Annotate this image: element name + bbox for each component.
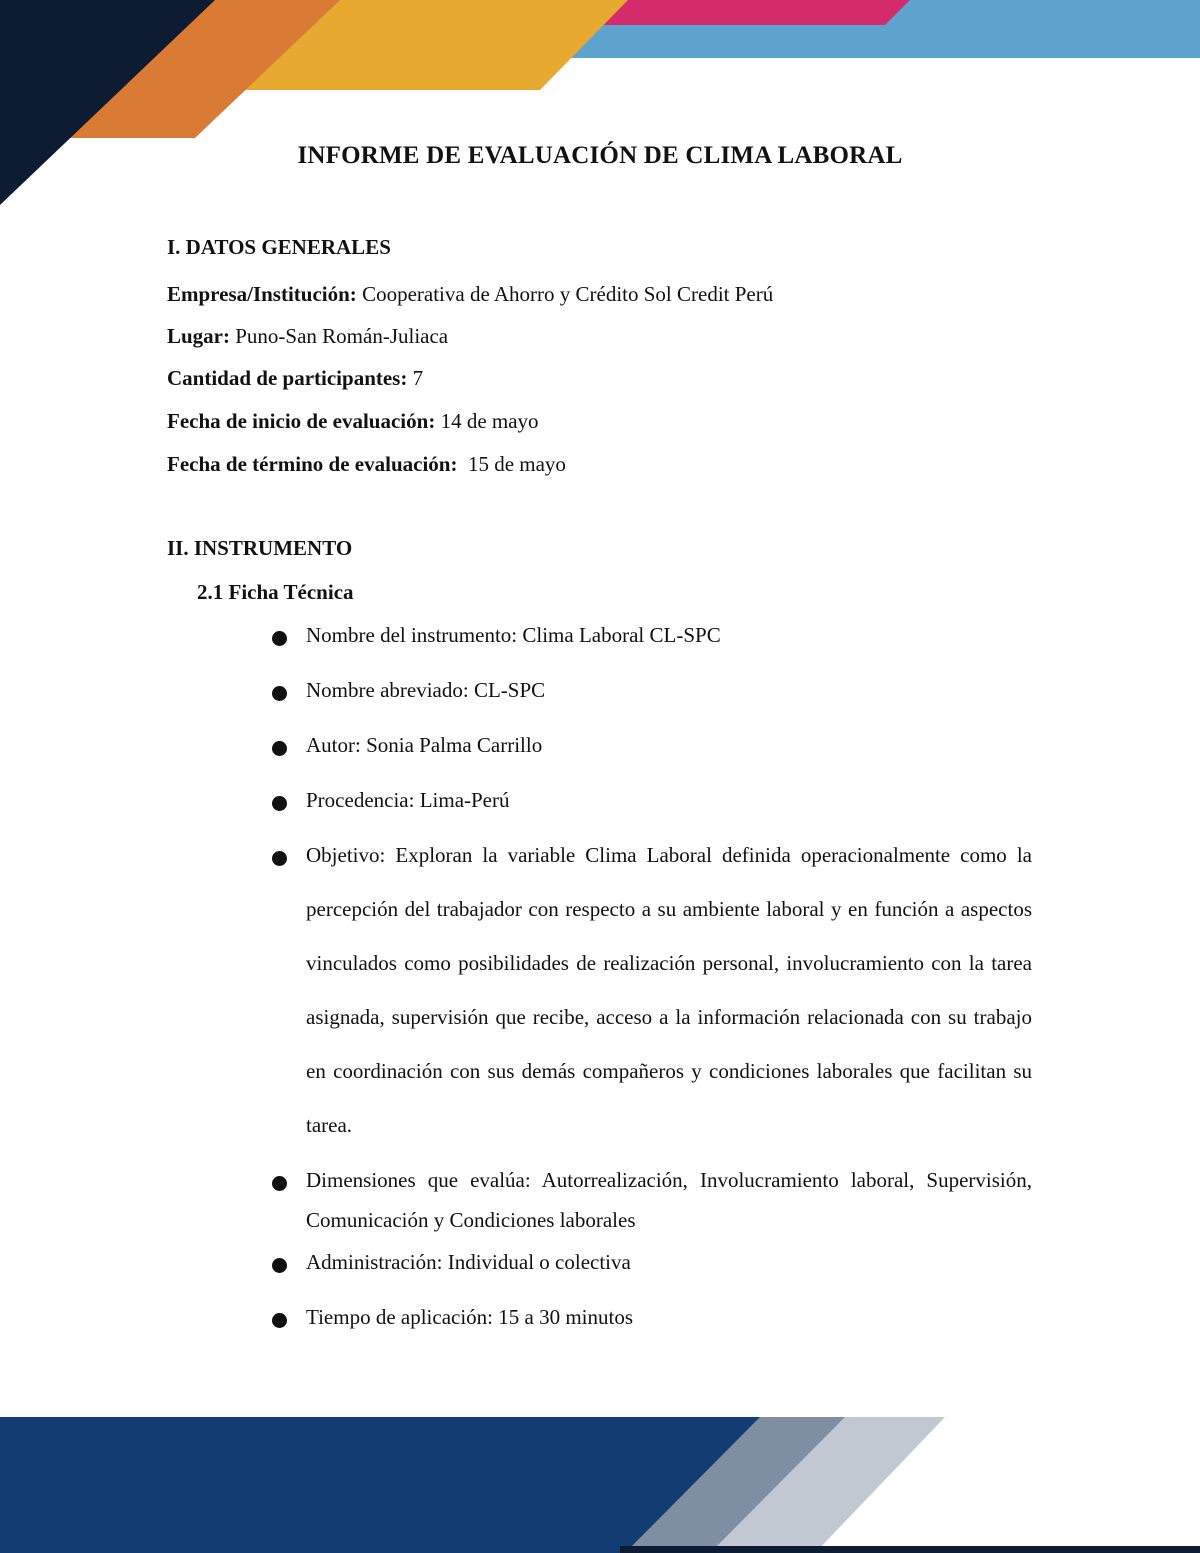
section-heading-instrumento: II. INSTRUMENTO xyxy=(167,536,353,560)
bullet-icon xyxy=(272,1258,287,1273)
field-label: Cantidad de participantes: xyxy=(167,366,408,390)
list-item xyxy=(272,733,1032,758)
list-item-text: Objetivo: Exploran la variable Clima Laboral definida operacionalmente como la percepción del trabajador con respecto a su ambiente laboral y en función a aspectos vinculados como posibilidades de realización personal, involucramiento con la tarea asignada, supervisión que recibe, acceso a la información relacionada con su trabajo en coordinación con sus demás compañeros y condiciones laborales que facilitan su tarea. xyxy=(306,843,1032,1137)
header-decoration xyxy=(0,0,1200,210)
list-item xyxy=(272,1168,1032,1240)
footer-bottom-line xyxy=(620,1546,1200,1553)
list-item-text: Administración: Individual o colectiva xyxy=(306,1250,631,1274)
field-label: Lugar: xyxy=(167,324,230,348)
bullet-icon xyxy=(272,686,287,701)
list-item xyxy=(272,1305,1032,1330)
field-value: Cooperativa de Ahorro y Crédito Sol Credit Perú xyxy=(362,282,774,306)
list-item xyxy=(272,1250,1032,1275)
field-fecha-termino xyxy=(167,452,566,477)
bullet-icon xyxy=(272,851,287,866)
field-cantidad-participantes xyxy=(167,366,423,391)
field-label: Fecha de término de evaluación: xyxy=(167,452,458,476)
bullet-icon xyxy=(272,631,287,646)
field-value: 7 xyxy=(412,366,424,390)
field-fecha-inicio xyxy=(167,409,539,434)
list-item xyxy=(272,788,1032,813)
list-item-text: Nombre del instrumento: Clima Laboral CL-SPC xyxy=(306,623,721,647)
list-item xyxy=(272,623,1032,648)
list-item-text: Dimensiones que evalúa: Autorrealización, Involucramiento laboral, Supervisión, Comunicación y Condiciones laborales xyxy=(306,1168,1032,1232)
footer-slate-band xyxy=(615,1417,845,1553)
list-item-text: Nombre abreviado: CL-SPC xyxy=(306,678,546,702)
subheading-ficha-tecnica: 2.1 Ficha Técnica xyxy=(197,580,354,604)
list-item xyxy=(272,678,1032,703)
footer-silver-band xyxy=(625,1417,945,1553)
field-value: Puno-San Román-Juliaca xyxy=(235,324,449,348)
bullet-icon xyxy=(272,796,287,811)
list-item xyxy=(272,843,1032,1152)
footer-navy-band xyxy=(0,1417,760,1553)
field-lugar xyxy=(167,324,448,349)
field-value: 14 de mayo xyxy=(440,409,539,433)
document-title: INFORME DE EVALUACIÓN DE CLIMA LABORAL xyxy=(297,142,903,169)
field-label: Fecha de inicio de evaluación: xyxy=(167,409,436,433)
field-value: 15 de mayo xyxy=(462,452,566,476)
bullet-icon xyxy=(272,741,287,756)
bullet-icon xyxy=(272,1176,287,1191)
list-item-text: Tiempo de aplicación: 15 a 30 minutos xyxy=(306,1305,634,1329)
field-label: Empresa/Institución: xyxy=(167,282,357,306)
list-item-text: Procedencia: Lima-Perú xyxy=(306,788,510,812)
section-heading-datos-generales: I. DATOS GENERALES xyxy=(167,235,391,259)
field-empresa xyxy=(167,282,773,307)
list-item-text: Autor: Sonia Palma Carrillo xyxy=(306,733,543,757)
bullet-icon xyxy=(272,1313,287,1328)
